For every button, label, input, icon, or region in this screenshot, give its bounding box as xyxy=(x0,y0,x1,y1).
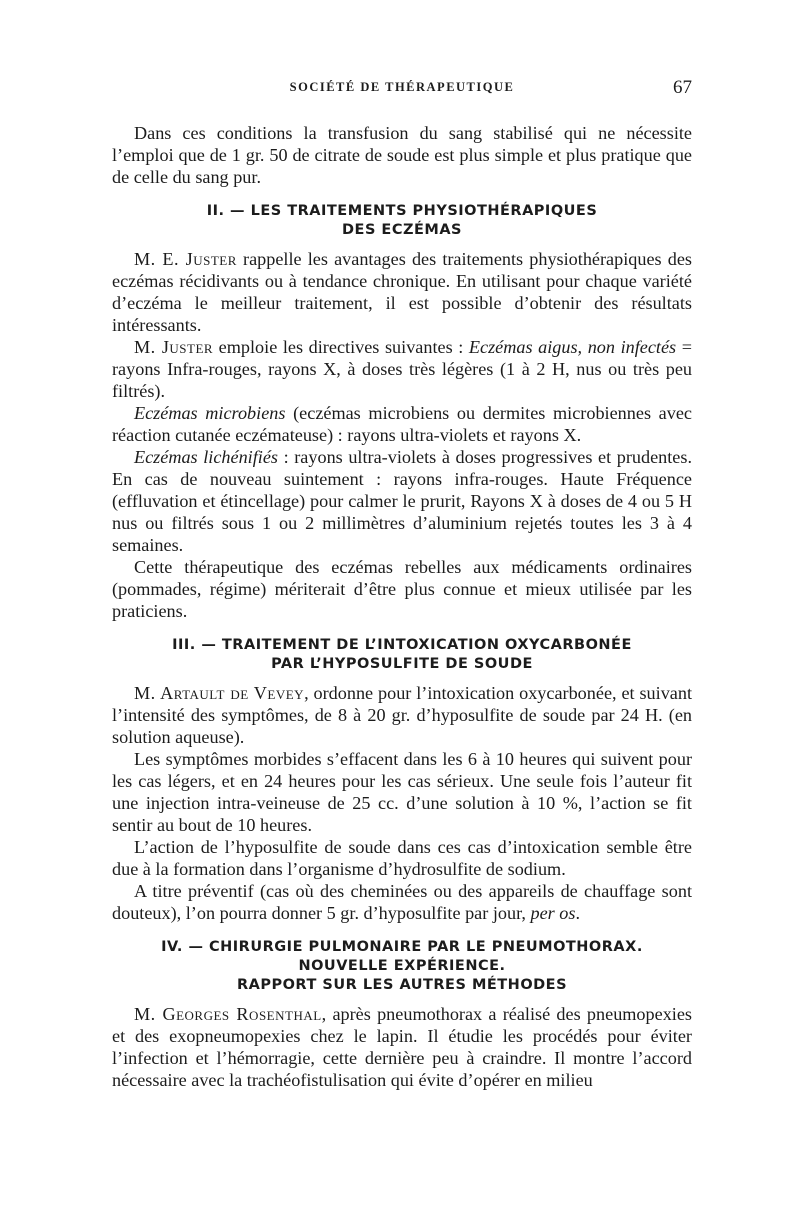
section-4-heading xyxy=(112,938,692,995)
section-2-heading-line-2: DES ECZÉMAS xyxy=(342,222,462,238)
author-name: M. Juster xyxy=(134,337,214,357)
section-2-paragraph-3 xyxy=(112,402,692,446)
italic-term: Eczémas aigus, non infectés xyxy=(468,337,677,357)
spacer xyxy=(112,674,692,682)
spacer xyxy=(112,995,692,1003)
paragraph-text: : rayons ultra-violets à doses progressives et prudentes. En cas de nouveau suintement : rayons infra-rouges. Haute Fréquence (effluvation et étincellage) pour calmer le prurit, Rayons X à doses de 4 ou 5 H nus ou filtrés sous 1 ou 2 millimètres d’aluminium rejetés toutes les 3 à 4 semaines. xyxy=(112,447,693,555)
paragraph-text: emploie les directives suivantes : xyxy=(213,337,469,357)
author-name: M. Artault de Vevey xyxy=(134,683,305,703)
section-4-heading-line-1: IV. — CHIRURGIE PULMONAIRE PAR LE PNEUMOTHORAX. xyxy=(161,939,643,955)
running-title: SOCIÉTÉ DE THÉRAPEUTIQUE xyxy=(289,80,515,94)
page-number: 67 xyxy=(673,77,692,98)
paragraph-text: rappelle les avantages des traitements physiothérapiques des eczémas récidivants ou à tendance chronique. En utilisant pour chaque variété d’eczéma le meilleur traitement, il est possible d’obtenir des résultats intéressants. xyxy=(112,249,692,335)
italic-term: Eczémas lichénifiés xyxy=(134,447,278,467)
page-header xyxy=(112,77,692,104)
section-4-paragraph-1 xyxy=(112,1003,692,1091)
section-4-heading-line-3: RAPPORT SUR LES AUTRES MÉTHODES xyxy=(236,977,568,993)
section-3-paragraph-4 xyxy=(112,880,692,924)
paragraph-text: = rayons Infra-rouges, rayons X, à doses très légères (1 à 2 H, nus ou très peu filtrés). xyxy=(112,337,692,401)
intro-paragraph: Dans ces conditions la transfusion du sang stabilisé qui ne nécessite l’emploi que de 1 gr. 50 de citrate de soude est plus simple et plus pratique que de celle du sang pur. xyxy=(112,123,692,187)
section-3-paragraph-2: Les symptômes morbides s’effacent dans les 6 à 10 heures qui suivent pour les cas légers, et en 24 heures pour les cas sérieux. Une seule fois l’auteur fit une injection intra-veineuse de 25 cc. d’une solution à 10 %, l’action se fit sentir au bout de 10 heures. xyxy=(112,749,692,835)
spacer xyxy=(112,622,692,636)
italic-term: Eczémas microbiens xyxy=(134,403,286,423)
spacer xyxy=(112,924,692,938)
section-3-heading xyxy=(112,636,692,674)
paragraph-text: , ordonne pour l’intoxication oxycarbonée, et suivant l’intensité des symptômes, de 8 à 20 gr. d’hyposulfite de soude par 24 H. (en solution aqueuse). xyxy=(112,683,693,747)
section-2-paragraph-2 xyxy=(112,336,692,402)
paragraph-text: A titre préventif (cas où des cheminées ou des appareils de chauffage sont douteux), l’on pourra donner 5 gr. d’hyposulfite par jour, xyxy=(112,881,692,923)
author-name: M. Georges Rosenthal xyxy=(134,1004,322,1024)
page-body xyxy=(112,122,692,1091)
section-2-heading-line-1: II. — LES TRAITEMENTS PHYSIOTHÉRAPIQUES xyxy=(206,203,598,219)
section-2-paragraph-4 xyxy=(112,446,692,556)
section-4-heading-line-2: NOUVELLE EXPÉRIENCE. xyxy=(298,958,506,974)
italic-term: per os xyxy=(530,903,576,923)
spacer xyxy=(112,188,692,202)
section-3-paragraph-3: L’action de l’hyposulfite de soude dans ces cas d’intoxication semble être due à la formation dans l’organisme d’hydrosulfite de sodium. xyxy=(112,837,692,879)
section-3-paragraph-1 xyxy=(112,682,692,748)
paragraph-text: . xyxy=(575,903,581,923)
spacer xyxy=(112,240,692,248)
paragraph-text: , après pneumothorax a réalisé des pneumopexies et des exopneumopexies chez le lapin. Il étudie les procédés pour éviter l’infection et l’hémorragie, cette dernière peu à craindre. Il montre l’accord nécessaire avec la trachéofistulisation qui évite d’opérer en milieu xyxy=(112,1004,692,1090)
section-3-heading-line-2: PAR L’HYPOSULFITE DE SOUDE xyxy=(271,656,533,672)
paragraph-text: (eczémas microbiens ou dermites microbiennes avec réaction cutanée eczémateuse) : rayons ultra-violets et rayons X. xyxy=(112,403,692,445)
section-2-paragraph-1 xyxy=(112,248,692,336)
section-2-heading xyxy=(112,202,692,240)
section-3-heading-line-1: III. — TRAITEMENT DE L’INTOXICATION OXYCARBONÉE xyxy=(172,637,632,653)
author-name: M. E. Juster xyxy=(134,249,237,269)
section-2-paragraph-5: Cette thérapeutique des eczémas rebelles aux médicaments ordinaires (pommades, régime) mériterait d’être plus connue et mieux utilisée par les praticiens. xyxy=(112,557,692,621)
